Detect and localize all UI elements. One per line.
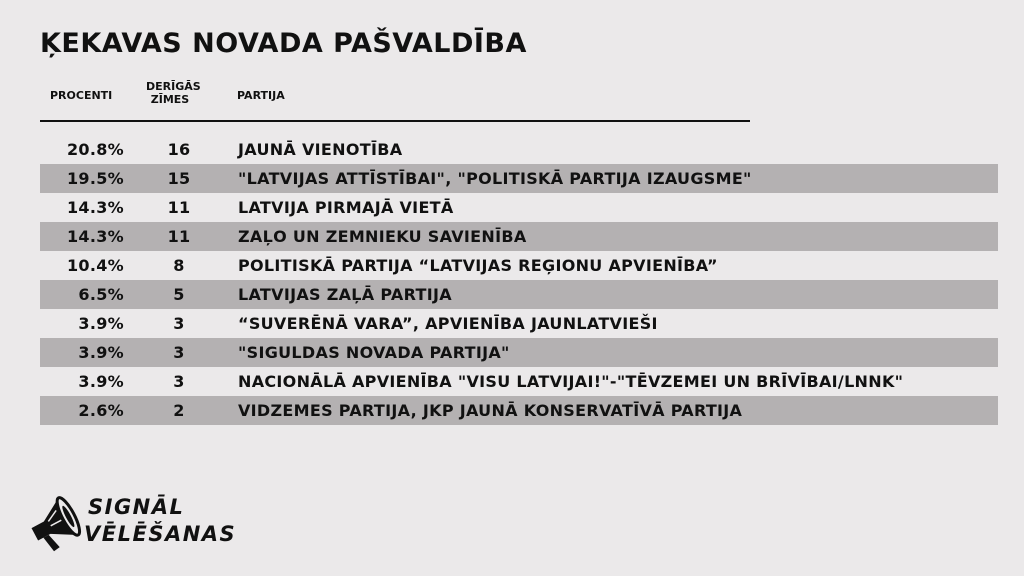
percent-cell: 20.8% bbox=[66, 140, 124, 159]
table-row bbox=[40, 251, 998, 280]
column-header-votes-line2: ZĪMES bbox=[150, 93, 190, 106]
votes-cell: 15 bbox=[167, 169, 191, 188]
table-row bbox=[40, 193, 998, 222]
column-header-party: PARTIJA bbox=[237, 89, 285, 102]
percent-cell: 3.9% bbox=[78, 343, 124, 362]
votes-cell: 5 bbox=[173, 285, 185, 304]
votes-cell: 3 bbox=[173, 372, 185, 391]
percent-cell: 6.5% bbox=[78, 285, 124, 304]
table-row bbox=[40, 367, 998, 396]
column-header-votes-line1: DERĪGĀS bbox=[146, 80, 201, 93]
votes-cell: 8 bbox=[173, 256, 185, 275]
votes-cell: 2 bbox=[173, 401, 185, 420]
party-cell: VIDZEMES PARTIJA, JKP JAUNĀ KONSERVATĪVĀ PARTIJA bbox=[238, 401, 743, 420]
votes-cell: 3 bbox=[173, 343, 185, 362]
table-row bbox=[40, 222, 998, 251]
signal-velesanas-logo bbox=[26, 488, 236, 560]
percent-cell: 14.3% bbox=[66, 198, 124, 217]
table-row bbox=[40, 280, 998, 309]
party-cell: NACIONĀLĀ APVIENĪBA "VISU LATVIJAI!"-"TĒVZEMEI UN BRĪVĪBAI/LNNK" bbox=[238, 372, 904, 391]
percent-cell: 3.9% bbox=[78, 372, 124, 391]
party-cell: LATVIJA PIRMAJĀ VIETĀ bbox=[238, 198, 454, 217]
column-header-percent: PROCENTI bbox=[50, 89, 113, 102]
table-row bbox=[40, 135, 998, 164]
table-row bbox=[40, 396, 998, 425]
megaphone-icon bbox=[26, 490, 86, 556]
party-cell: ZAĻO UN ZEMNIEKU SAVIENĪBA bbox=[238, 227, 527, 246]
header-divider bbox=[40, 120, 750, 122]
votes-cell: 11 bbox=[167, 227, 191, 246]
party-cell: "SIGULDAS NOVADA PARTIJA" bbox=[238, 343, 510, 362]
logo-line1: SIGNĀL bbox=[88, 495, 185, 519]
percent-cell: 19.5% bbox=[66, 169, 124, 188]
table-row bbox=[40, 164, 998, 193]
table-row bbox=[40, 338, 998, 367]
party-cell: “SUVERĒNĀ VARA”, APVIENĪBA JAUNLATVIEŠI bbox=[238, 314, 658, 333]
table-row bbox=[40, 309, 998, 338]
percent-cell: 14.3% bbox=[66, 227, 124, 246]
votes-cell: 3 bbox=[173, 314, 185, 333]
page-title: ĶEKAVAS NOVADA PAŠVALDĪBA bbox=[40, 28, 527, 59]
percent-cell: 10.4% bbox=[66, 256, 124, 275]
party-cell: "LATVIJAS ATTĪSTĪBAI", "POLITISKĀ PARTIJA IZAUGSME" bbox=[238, 169, 752, 188]
votes-cell: 16 bbox=[167, 140, 191, 159]
percent-cell: 3.9% bbox=[78, 314, 124, 333]
party-cell: LATVIJAS ZAĻĀ PARTIJA bbox=[238, 285, 452, 304]
logo-wordmark bbox=[84, 494, 237, 548]
column-header-votes bbox=[146, 80, 201, 106]
party-cell: POLITISKĀ PARTIJA “LATVIJAS REĢIONU APVIENĪBA” bbox=[238, 256, 718, 275]
logo-line2: VĒLĒŠANAS bbox=[84, 522, 237, 546]
percent-cell: 2.6% bbox=[78, 401, 124, 420]
results-table bbox=[40, 135, 998, 425]
votes-cell: 11 bbox=[167, 198, 191, 217]
party-cell: JAUNĀ VIENOTĪBA bbox=[238, 140, 403, 159]
